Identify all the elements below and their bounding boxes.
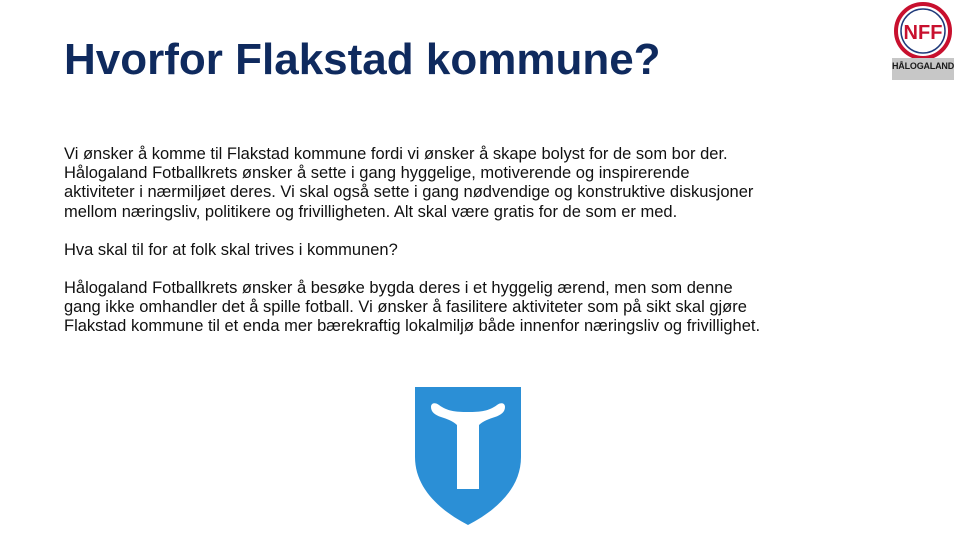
flakstad-coat-of-arms-icon (413, 385, 523, 527)
paragraph-question: Hva skal til for at folk skal trives i kommunen? (64, 240, 398, 259)
nff-logo-letters: NFF (903, 22, 943, 44)
nff-logo-icon (892, 2, 954, 60)
nff-halogaland-logo (892, 2, 954, 80)
paragraph-intro: Vi ønsker å komme til Flakstad kommune fordi vi ønsker å skape bolyst for de som bor der. Hålogaland Fotballkrets ønsker å sette i gang hyggelige, motiverende og inspirerende aktiviteter i nærmiljøet deres. Vi skal også sette i gang nødvendige og konstruktive diskusjoner mellom næringsliv, politikere og frivilligheten. Alt skal være gratis for de som er med. (64, 145, 754, 221)
logo-label: HÅLOGALAND (892, 61, 954, 71)
paragraph-visit: Hålogaland Fotballkrets ønsker å besøke bygda deres i et hyggelig ærend, men som denne gang ikke omhandler det å spille fotball. Vi ønsker å fasilitere aktiviteter som på sikt skal gjøre Flakstad kommune til et enda mer bærekraftig lokalmiljø både innenfor næringsliv og frivillighet. (64, 279, 761, 336)
page-title: Hvorfor Flakstad kommune? (64, 35, 661, 84)
body-text (64, 145, 764, 356)
